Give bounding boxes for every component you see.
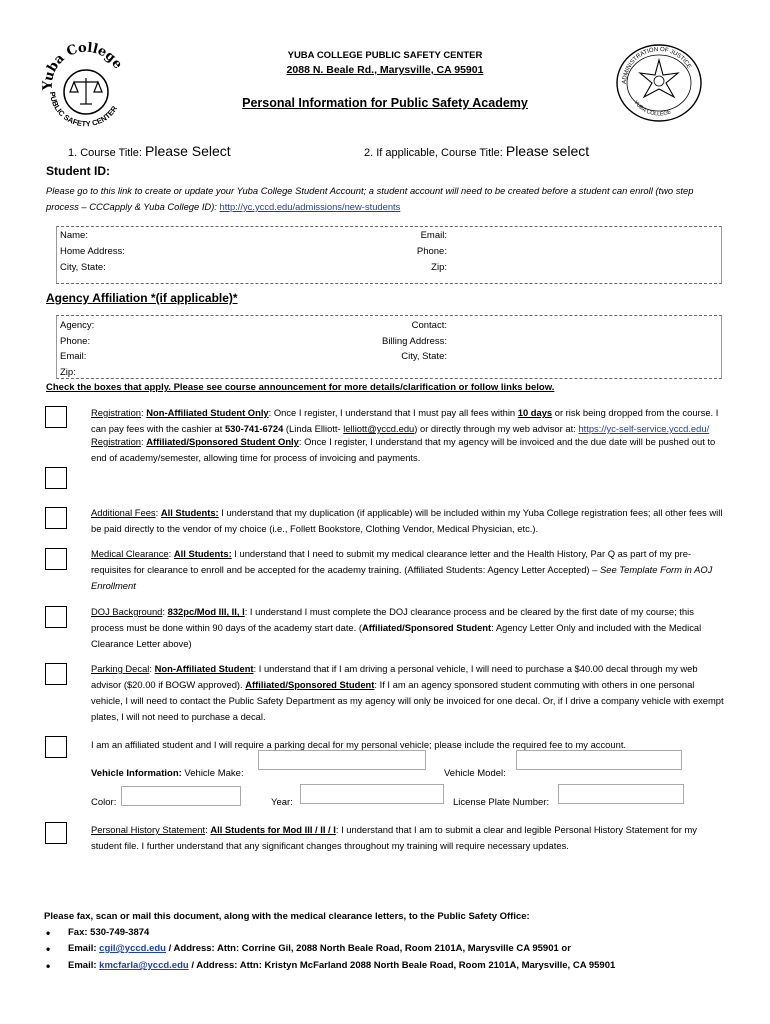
registration-nonaffiliated-text: Registration: Non-Affiliated Student Only: Once I register, I understand that I must pay all fees within 10 days or risk being dropped from the course. I can pay fees with the cashier at 530-741-6724 (Linda Elliott- lelliott@yccd.edu) or directly through my web advisor at: https://yc-self-service.yccd.edu/ [91, 407, 719, 434]
org-name: YUBA COLLEGE PUBLIC SAFETY CENTER [287, 50, 483, 61]
registration-affiliated-checkbox[interactable] [45, 467, 67, 489]
phone-field[interactable]: Phone: [416, 246, 447, 257]
agency-field[interactable]: Agency: [60, 320, 95, 331]
item-subtitle: 832pc/Mod III, II, I [167, 606, 245, 617]
additional-fees-checkbox[interactable] [45, 507, 67, 529]
vehicle-model-input[interactable] [516, 750, 682, 770]
email-label: Email: [68, 943, 97, 954]
agency-info-box [56, 315, 722, 379]
zip-field[interactable]: Zip: [431, 262, 447, 273]
vehicle-color-input[interactable] [121, 786, 241, 806]
affiliated-label: Affiliated/Sponsored Student [245, 679, 375, 690]
address-text: / Address: Attn: Corrine Gil, 2088 North Beale Road, Room 2101A, Marysville CA 95901 or [165, 943, 571, 954]
item-title: Parking Decal [91, 663, 150, 674]
email-label: Email: [68, 960, 97, 971]
fax-item: • Fax: 530-749-3874 [68, 927, 149, 938]
parking-decal-text: Parking Decal: Non-Affiliated Student: I understand that if I am driving a personal vehicle, I will need to purchase a $40.00 decal through my web advisor ($20.00 if BOGW approved). Affiliated/Sponsored Student: If I am an agency sponsored student commuting with others in one personal vehicle, I will need to contact the Public Safety Department as my agency will only be invoiced for one decal. Or, if I drive a company vehicle with exempt plates, I will not need to purchase a decal. [91, 663, 724, 722]
template-form-note: See Template Form in AOJ Enrollment [91, 564, 713, 591]
email-item-1 [68, 943, 571, 954]
student-info-box [56, 226, 722, 284]
item-title: Additional Fees [91, 507, 156, 518]
item-text: : If I am an agency sponsored student commuting with others in one personal vehicle, I will need to contact the Public Safety Department as my agency will only be invoiced for one decal. Or, if I drive a company vehicle with exempt plates, I will not need to purchase a decal. [91, 679, 724, 722]
item-text: : Once I register, I understand that my agency will be invoiced and the due date will be pushed out to end of academy/semester, allowing time for process of invoicing and payments. [91, 436, 716, 463]
header-block [0, 50, 770, 79]
item-title: Personal History Statement [91, 824, 206, 835]
student-id-label: Student ID: [46, 164, 110, 178]
vehicle-model-label: Vehicle Model: [444, 768, 506, 779]
address-text: / Address: Attn: Kristyn McFarland 2088 North Beale Road, Room 2101A, Marysville, CA 95901 [188, 960, 616, 971]
course-title-2-label: 2. If applicable, Course Title: [364, 147, 503, 159]
email-field[interactable]: Email: [420, 230, 447, 241]
seal-bottom-text: YUBA COLLEGE [632, 99, 673, 118]
logo-text: Yuba College [40, 40, 126, 91]
additional-fees-text: Additional Fees: All Students: I understand that my duplication (if applicable) will be included within my Yuba College registration fees; all other fees will be paid directly to the vendor of my choice (i.e., Follett Bookstore, Clothing Vendor, Medical Physician, etc.). [91, 507, 723, 534]
registration-nonaffiliated-checkbox[interactable] [45, 406, 67, 428]
doj-background-checkbox[interactable] [45, 606, 67, 628]
item-text: : Agency Letter Only and included with the Medical Clearance Letter above) [91, 622, 702, 649]
item-text: : Once I register, I understand that I must pay all fees within [268, 407, 518, 418]
agency-affiliation-title: Agency Affiliation *(if applicable)* [46, 291, 238, 305]
item-text: I understand that my duplication (if applicable) will be included within my Yuba College registration fees; all other fees will be paid directly to the vendor of my choice (i.e., Follett Bookstore, Clothing Vendor, Medical Physician, etc.). [91, 507, 723, 534]
vehicle-make-label: Vehicle Make: [181, 768, 244, 779]
agency-city-state-field[interactable]: City, State: [401, 351, 447, 362]
logo-ring-text: PUBLIC SAFETY CENTER [47, 91, 120, 129]
check-boxes-intro: Check the boxes that apply. Please see course announcement for more details/clarification or follow links below. [46, 382, 555, 393]
self-service-link[interactable]: https://yc-self-service.yccd.edu/ [578, 423, 710, 434]
submission-instructions: Please fax, scan or mail this document, along with the medical clearance letters, to the Public Safety Office: [44, 911, 530, 922]
license-plate-label: License Plate Number: [453, 797, 550, 808]
affiliated-label: Affiliated/Sponsored Student [361, 622, 492, 633]
item-text: : I understand that I am to submit a clear and legible Personal History Statement for my student file. I further understand that any significant changes throughout my training will require necessary updates. [91, 824, 697, 851]
vehicle-color-label: Color: [91, 797, 117, 808]
city-state-field[interactable]: City, State: [60, 262, 106, 273]
item-text: (Linda Elliott- [283, 423, 344, 434]
item-title: Registration [91, 407, 142, 418]
agency-phone-field[interactable]: Phone: [60, 336, 91, 347]
item-subtitle: All Students for Mod III / II / I [210, 824, 336, 835]
vehicle-year-label: Year: [271, 797, 293, 808]
name-field[interactable]: Name: [60, 230, 88, 241]
item-subtitle: All Students: [160, 507, 219, 518]
item-text: ) or directly through my web advisor at: [414, 423, 579, 434]
registration-affiliated-text: Registration: Affiliated/Sponsored Student Only: Once I register, I understand that my agency will be invoiced and the due date will be pushed out to end of academy/semester, allowing time for process of invoicing and payments. [91, 436, 716, 463]
account-note [46, 183, 726, 215]
agency-email-field[interactable]: Email: [60, 351, 87, 362]
medical-clearance-checkbox[interactable] [45, 548, 67, 570]
course-title-2-select[interactable]: Please select [505, 143, 590, 159]
item-text: I understand that I need to submit my medical clearance letter and the Health History, Par Q as part of my pre-requisites for clearance to enroll and be accepted for the academy training. (Affiliated Students: Agency Letter Accepted) – [91, 548, 692, 575]
agency-zip-field[interactable]: Zip: [60, 367, 76, 378]
item-subtitle: Affiliated/Sponsored Student Only [146, 436, 299, 447]
vehicle-info-label: Vehicle Information: [91, 768, 182, 779]
course-title-1-label: 1. Course Title: [68, 147, 142, 159]
parking-decal-checkbox[interactable] [45, 663, 67, 685]
vehicle-decal-checkbox[interactable] [45, 736, 67, 758]
page-title: Personal Information for Public Safety Academy [242, 96, 528, 110]
license-plate-input[interactable] [558, 784, 684, 804]
vehicle-decal-text: I am an affiliated student and I will require a parking decal for my personal vehicle; please include the required fee to my account. [91, 739, 627, 750]
contact-field[interactable]: Contact: [411, 320, 447, 331]
email-link-cgil[interactable]: cgil@yccd.edu [99, 943, 166, 954]
course-title-1-select[interactable]: Please Select [145, 143, 231, 159]
course-title-2 [364, 143, 589, 159]
vehicle-info-row [91, 768, 244, 779]
doj-background-text: DOJ Background: 832pc/Mod III, II, I: I understand I must complete the DOJ clearance process and be cleared by the first date of my course; this process must be done within 90 days of the academy start date. (Affiliated/Sponsored Student: Agency Letter Only and included with the Medical Clearance Letter above) [91, 606, 702, 649]
org-address: 2088 N. Beale Rd., Marysville, CA 95901 [286, 64, 484, 76]
item-title: Medical Clearance [91, 548, 169, 559]
seal-ring-text: ADMINISTRATION OF JUSTICE [621, 46, 692, 85]
account-link[interactable]: http://yc.yccd.edu/admissions/new-students [219, 201, 401, 212]
cashier-phone: 530-741-6724 [224, 423, 284, 434]
cashier-email-link[interactable]: lelliott@yccd.edu [343, 423, 415, 434]
billing-address-field[interactable]: Billing Address: [382, 336, 447, 347]
email-item-2 [68, 960, 615, 971]
medical-clearance-text: Medical Clearance: All Students: I understand that I need to submit my medical clearance letter and the Health History, Par Q as part of my pre-requisites for clearance to enroll and be accepted for the academy training. (Affiliated Students: Agency Letter Accepted) – See Template Form in AOJ Enrollment [91, 548, 713, 591]
item-text: : I understand that if I am driving a personal vehicle, I will need to purchase a $40.00 decal through my web advisor ($20.00 if BOGW approved). [91, 663, 698, 690]
item-text: : I understand I must complete the DOJ clearance process and be cleared by the first date of my course; this process must be done within 90 days of the academy start date. ( [91, 606, 694, 633]
vehicle-make-input[interactable] [258, 750, 426, 770]
course-title-1 [68, 143, 231, 159]
personal-history-checkbox[interactable] [45, 822, 67, 844]
vehicle-year-input[interactable] [300, 784, 444, 804]
item-title: DOJ Background [91, 606, 163, 617]
item-title: Registration [91, 436, 142, 447]
fee-deadline: 10 days [517, 407, 553, 418]
home-address-field[interactable]: Home Address: [60, 246, 125, 257]
account-note-text: Please go to this link to create or update your Yuba College Student Account; a student account will need to be created before a student can enroll (two step process – CCCapply & Yuba College ID): [46, 185, 694, 212]
item-subtitle: All Students: [173, 548, 232, 559]
item-text: or risk being dropped from the course. I can pay fees with the cashier at [91, 407, 719, 434]
email-link-kmcfarla[interactable]: kmcfarla@yccd.edu [99, 960, 189, 971]
item-subtitle: Non-Affiliated Student Only [146, 407, 269, 418]
item-subtitle: Non-Affiliated Student [154, 663, 254, 674]
personal-history-text: Personal History Statement: All Students for Mod III / II / I: I understand that I am to submit a clear and legible Personal History Statement for my student file. I further understand that any significant changes throughout my training will require necessary updates. [91, 824, 697, 851]
